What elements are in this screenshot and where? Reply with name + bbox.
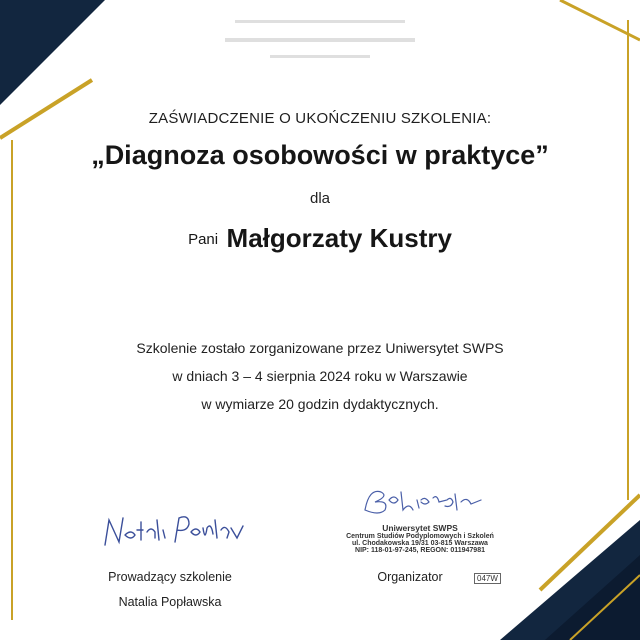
- stamp-line-address: ul. Chodakowska 19/31 03-815 Warszawa: [352, 540, 488, 547]
- trainer-role-label: Prowadzący szkolenie: [108, 570, 232, 584]
- organizer-stamp: [340, 523, 500, 554]
- for-word: dla: [309, 190, 331, 207]
- name-prefix: Pani: [188, 231, 219, 248]
- course-title: „Diagnoza osobowości w praktyce”: [91, 140, 549, 170]
- faded-logo: [215, 0, 425, 70]
- organizer-signature: [355, 480, 485, 520]
- body-line-organizer: Szkolenie zostało zorganizowane przez Uniwersytet SWPS: [136, 340, 504, 356]
- organizer-role-label: Organizator: [377, 570, 443, 584]
- stamp-line-ids: NIP: 118-01-97-245, REGON: 011947981: [355, 547, 485, 554]
- recipient-name: Małgorzaty Kustry: [226, 223, 452, 253]
- recipient-line: [0, 223, 640, 254]
- stamp-line-university: Uniwersytet SWPS: [382, 523, 458, 533]
- certificate-heading: ZAŚWIADCZENIE O UKOŃCZENIU SZKOLENIA:: [148, 110, 492, 127]
- body-line-dates: w dniach 3 – 4 sierpnia 2024 roku w Warszawie: [172, 368, 468, 384]
- document-code: 047W: [474, 573, 501, 584]
- body-line-hours: w wymiarze 20 godzin dydaktycznych.: [201, 396, 439, 412]
- trainer-name: Natalia Popławska: [118, 595, 222, 609]
- stamp-line-center: Centrum Studiów Podyplomowych i Szkoleń: [346, 533, 494, 540]
- trainer-signature: [95, 490, 245, 560]
